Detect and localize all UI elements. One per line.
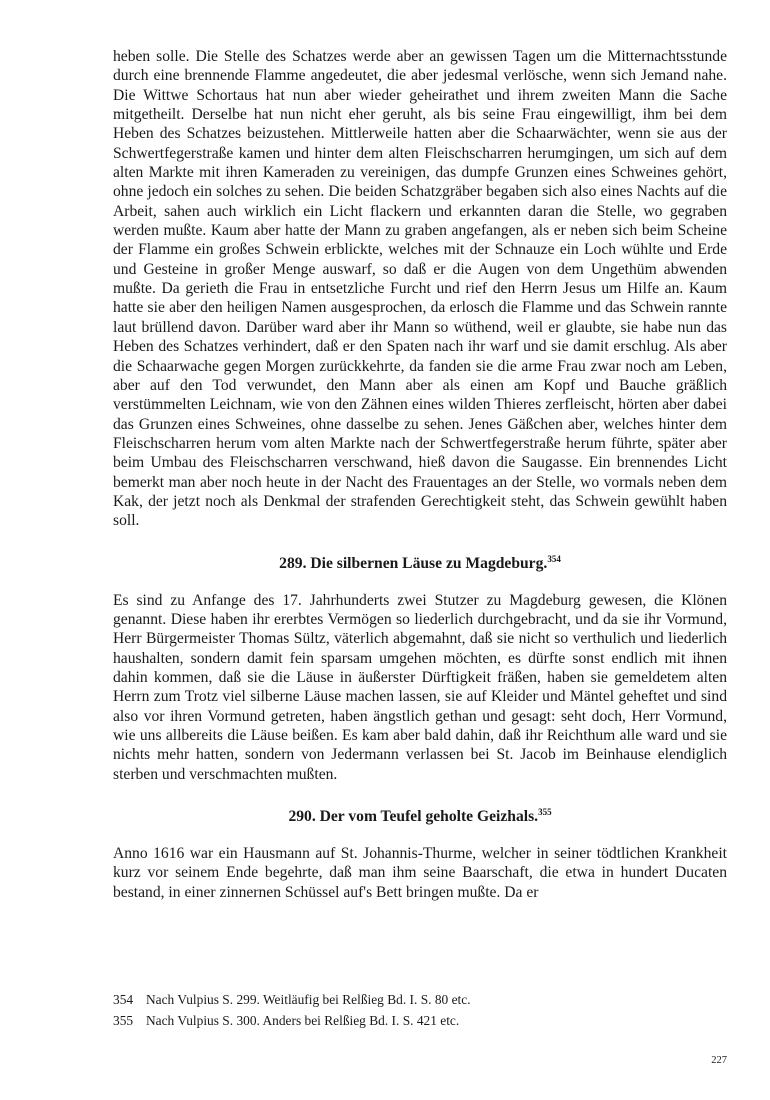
paragraph-miser: Anno 1616 war ein Hausmann auf St. Johannis-Thurme, welcher in seiner tödtlichen Krankheit kurz vor seinem Ende begehrte, daß man ihm seine Baarschaft, die etwa in hundert Ducaten bestand, in einer zinnernen Schüssel auf's Bett bringen mußte. Da er (113, 845, 727, 901)
section-heading-289 (113, 554, 727, 574)
page-body (113, 47, 727, 902)
footnote-text: Nach Vulpius S. 299. Weitläufig bei Relßieg Bd. I. S. 80 etc. (146, 992, 471, 1007)
footnote-text: Nach Vulpius S. 300. Anders bei Relßieg Bd. I. S. 421 etc. (146, 1013, 460, 1028)
section-heading-289-text: 289. Die silbernen Läuse zu Magdeburg. (279, 554, 548, 572)
footnote-ref-354: 354 (547, 553, 561, 564)
footnote-item (113, 989, 727, 1010)
footnotes (113, 989, 727, 1031)
paragraph-treasure-tale-end: heben solle. Die Stelle des Schatzes werde aber an gewissen Tagen um die Mitternachtsstunde durch eine brennende Flamme angedeutet, die aber jedesmal verlösche, wenn sich Jemand nahe. Die Wittwe Schortaus hat nun aber wieder geheirathet und ihrem zweiten Mann die Sache mitgetheilt. Derselbe hat nun nicht eher geruht, als bis seine Frau eingewilligt, ihm bei dem Heben des Schatzes beizustehen. Mittlerweile hatten aber die Schaarwächter, wenn sie aus der Schwertfegerstraße kamen und hinter dem alten Fleischscharren herumgingen, um sich auf dem alten Markte mit ihren Kameraden zu vereinigen, das dumpfe Grunzen eines Schweines gehört, ohne jedoch ein solches zu sehen. Die beiden Schatzgräber begaben sich also eines Nachts auf die Arbeit, sahen auch wirklich ein Licht flackern und erkannten daran die Stelle, wo gegraben werden mußte. Kaum aber hatte der Mann zu graben angefangen, als er neben sich beim Scheine der Flamme ein großes Schwein erblickte, welches mit der Schnauze ein Loch wühlte und Erde und Gesteine in großer Menge auswarf, so daß er die Augen von dem Ungethüm abwenden mußte. Da gerieth die Frau in entsetzliche Furcht und rief den Herrn Jesus um Hilfe an. Kaum hatte sie aber den heiligen Namen ausgesprochen, da erlosch die Flamme und das Schwein rannte laut brüllend davon. Darüber ward aber ihr Mann so wüthend, weil er glaubte, sie habe nun das Heben des Schatzes verhindert, daß er den Spaten nach ihr warf und sie damit erschlug. Als aber die Schaarwache gegen Morgen zurückkehrte, da fanden sie die arme Frau zwar noch am Leben, aber auf den Tod verwundet, den Mann aber als einen am Kopf und Bauche gräßlich verstümmelten Leichnam, wie von den Zähnen eines wilden Thieres zerfleischt, hörten aber dabei das Grunzen eines Schweines, ohne dasselbe zu sehen. Jenes Gäßchen aber, welches hinter dem Fleischscharren herum vom alten Markte nach der Schwertfegerstraße herum führte, später aber beim Umbau des Fleischscharren verschwand, hieß davon die Saugasse. Ein brennendes Licht bemerkt man aber noch heute in der Nacht des Frauentages an der Stelle, wo vormals neben dem Kak, der jetzt noch als Denkmal der strafenden Gerechtigkeit steht, das Schwein gewühlt haben soll. (113, 48, 727, 530)
section-heading-290 (113, 807, 727, 827)
footnote-number: 355 (113, 1013, 134, 1028)
paragraph-silver-lice: Es sind zu Anfange des 17. Jahrhunderts zwei Stutzer zu Magdeburg gewesen, die Klönen genannt. Diese haben ihr ererbtes Vermögen so liederlich durchgebracht, und da sie ihr Vormund, Herr Bürgermeister Thomas Sültz, väterlich abgemahnt, daß sie nicht so verthulich und liederlich haushalten, sondern damit fein sparsam umgehen möchten, es dürfte sonst endlich mit ihnen dahin kommen, daß sie die Läuse in äußerster Dürftigkeit fräßen, haben sie gemeldetem alten Herrn zum Trotz viel silberne Läuse machen lassen, sie auf Kleider und Mäntel geheftet und sind also vor ihren Vormund getreten, haben ängstlich gethan und gesagt: seht doch, Herr Vormund, wie uns allbereits die Läuse beißen. Es kam aber bald dahin, daß ihr Reichthum alle ward und sie nichts mehr hatten, sondern von Jedermann verlassen bei St. Jacob im Beinhause elendiglich sterben und verschmachten mußten. (113, 591, 727, 783)
footnote-item (113, 1010, 727, 1031)
page-number: 227 (711, 1055, 727, 1066)
footnote-ref-355: 355 (538, 807, 552, 818)
section-heading-290-text: 290. Der vom Teufel geholte Geizhals. (288, 808, 539, 826)
footnote-number: 354 (113, 992, 134, 1007)
